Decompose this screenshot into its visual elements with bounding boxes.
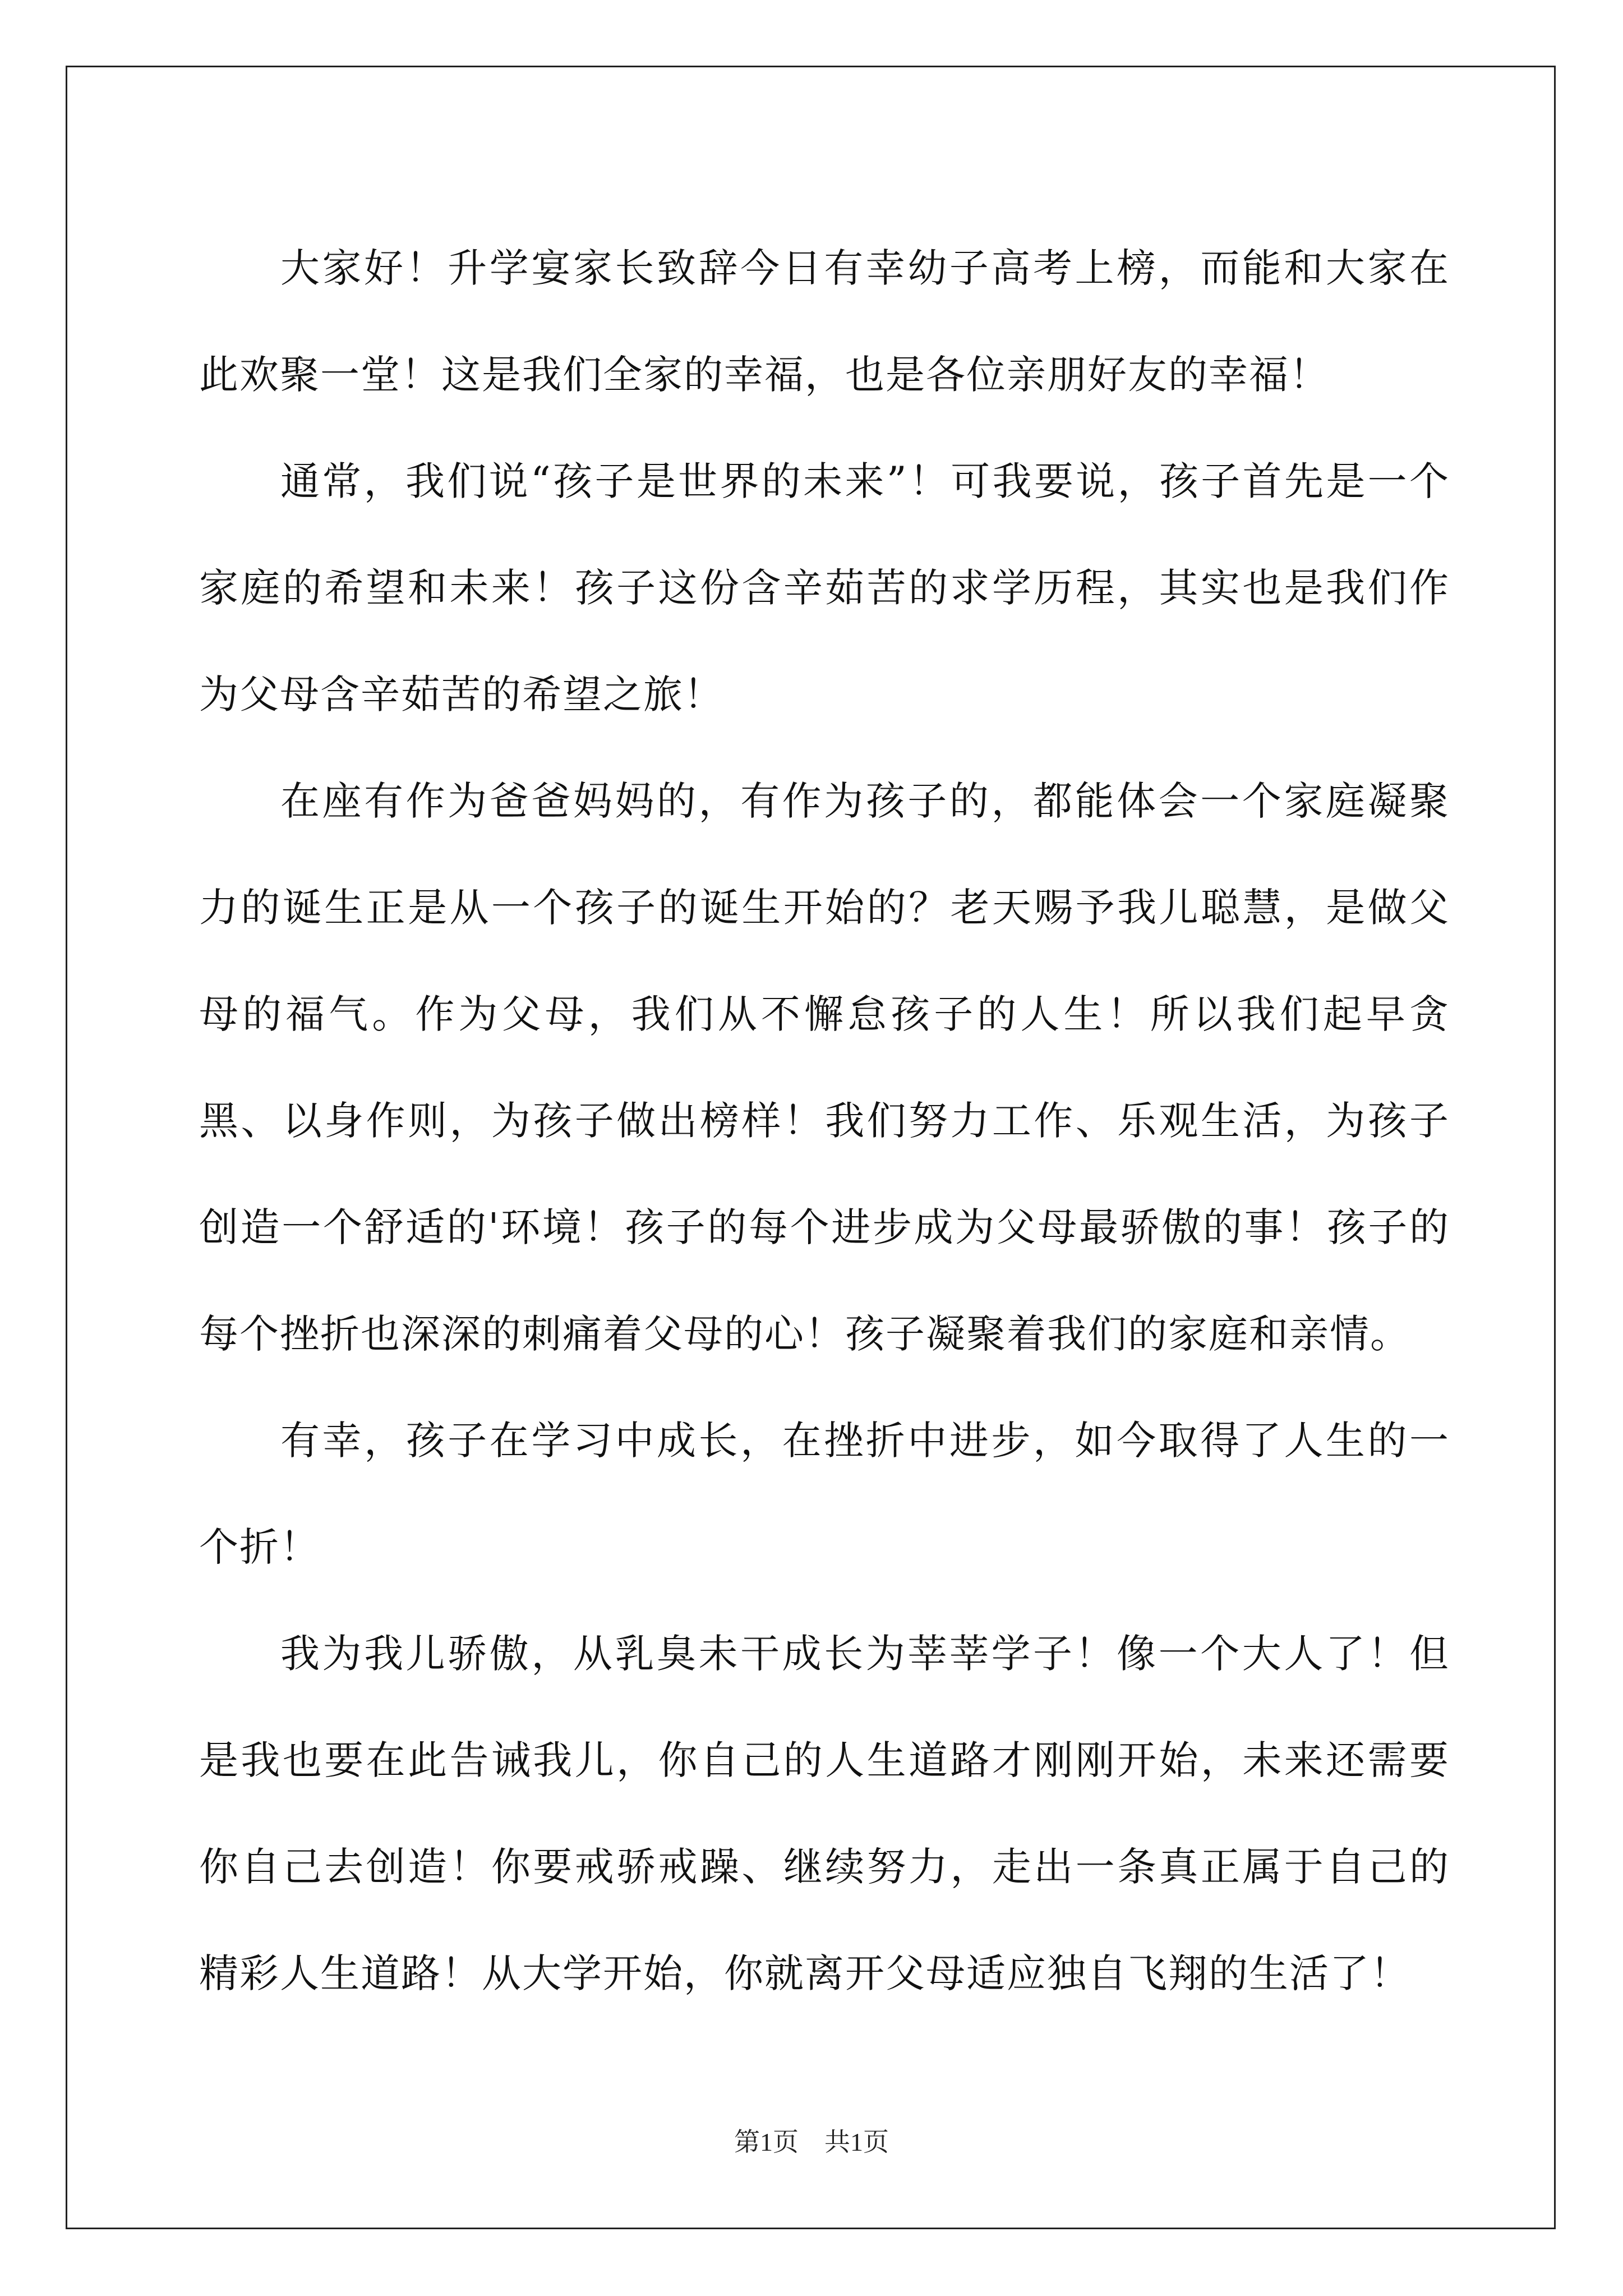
paragraph-4: 有幸，孩子在学习中成长，在挫折中进步，如今取得了人生的一个折！	[199, 1418, 1450, 1570]
paragraph-1: 大家好！升学宴家长致辞今日有幸幼子高考上榜，而能和大家在此欢聚一堂！这是我们全家的幸福，也是各位亲朋好友的幸福！	[199, 245, 1450, 398]
paragraph-5: 我为我儿骄傲，从乳臭未干成长为莘莘学子！像一个大人了！但是我也要在此告诫我儿，你自己的人生道路才刚刚开始，未来还需要你自己去创造！你要戒骄戒躁、继续努力，走出一条真正属于自己的精彩人生道路！从大学开始，你就离开父母适应独自飞翔的生活了！	[199, 1631, 1450, 1996]
paragraph-3: 在座有作为爸爸妈妈的，有作为孩子的，都能体会一个家庭凝聚力的诞生正是从一个孩子的诞生开始的？老天赐予我儿聪慧，是做父母的福气。作为父母，我们从不懈怠孩子的人生！所以我们起早贪黑、以身作则，为孩子做出榜样！我们努力工作、乐观生活，为孩子创造一个舒适的'环境！孩子的每个进步成为父母最骄傲的事！孩子的每个挫折也深深的刺痛着父母的心！孩子凝聚着我们的家庭和亲情。	[199, 778, 1450, 1357]
document-body	[199, 215, 1450, 2027]
page-number-footer: 第1页 共1页	[734, 2128, 889, 2156]
paragraph-2: 通常，我们说“孩子是世界的未来”！可我要说，孩子首先是一个家庭的希望和未来！孩子这份含辛茹苦的求学历程，其实也是我们作为父母含辛茹苦的希望之旅！	[199, 458, 1450, 717]
